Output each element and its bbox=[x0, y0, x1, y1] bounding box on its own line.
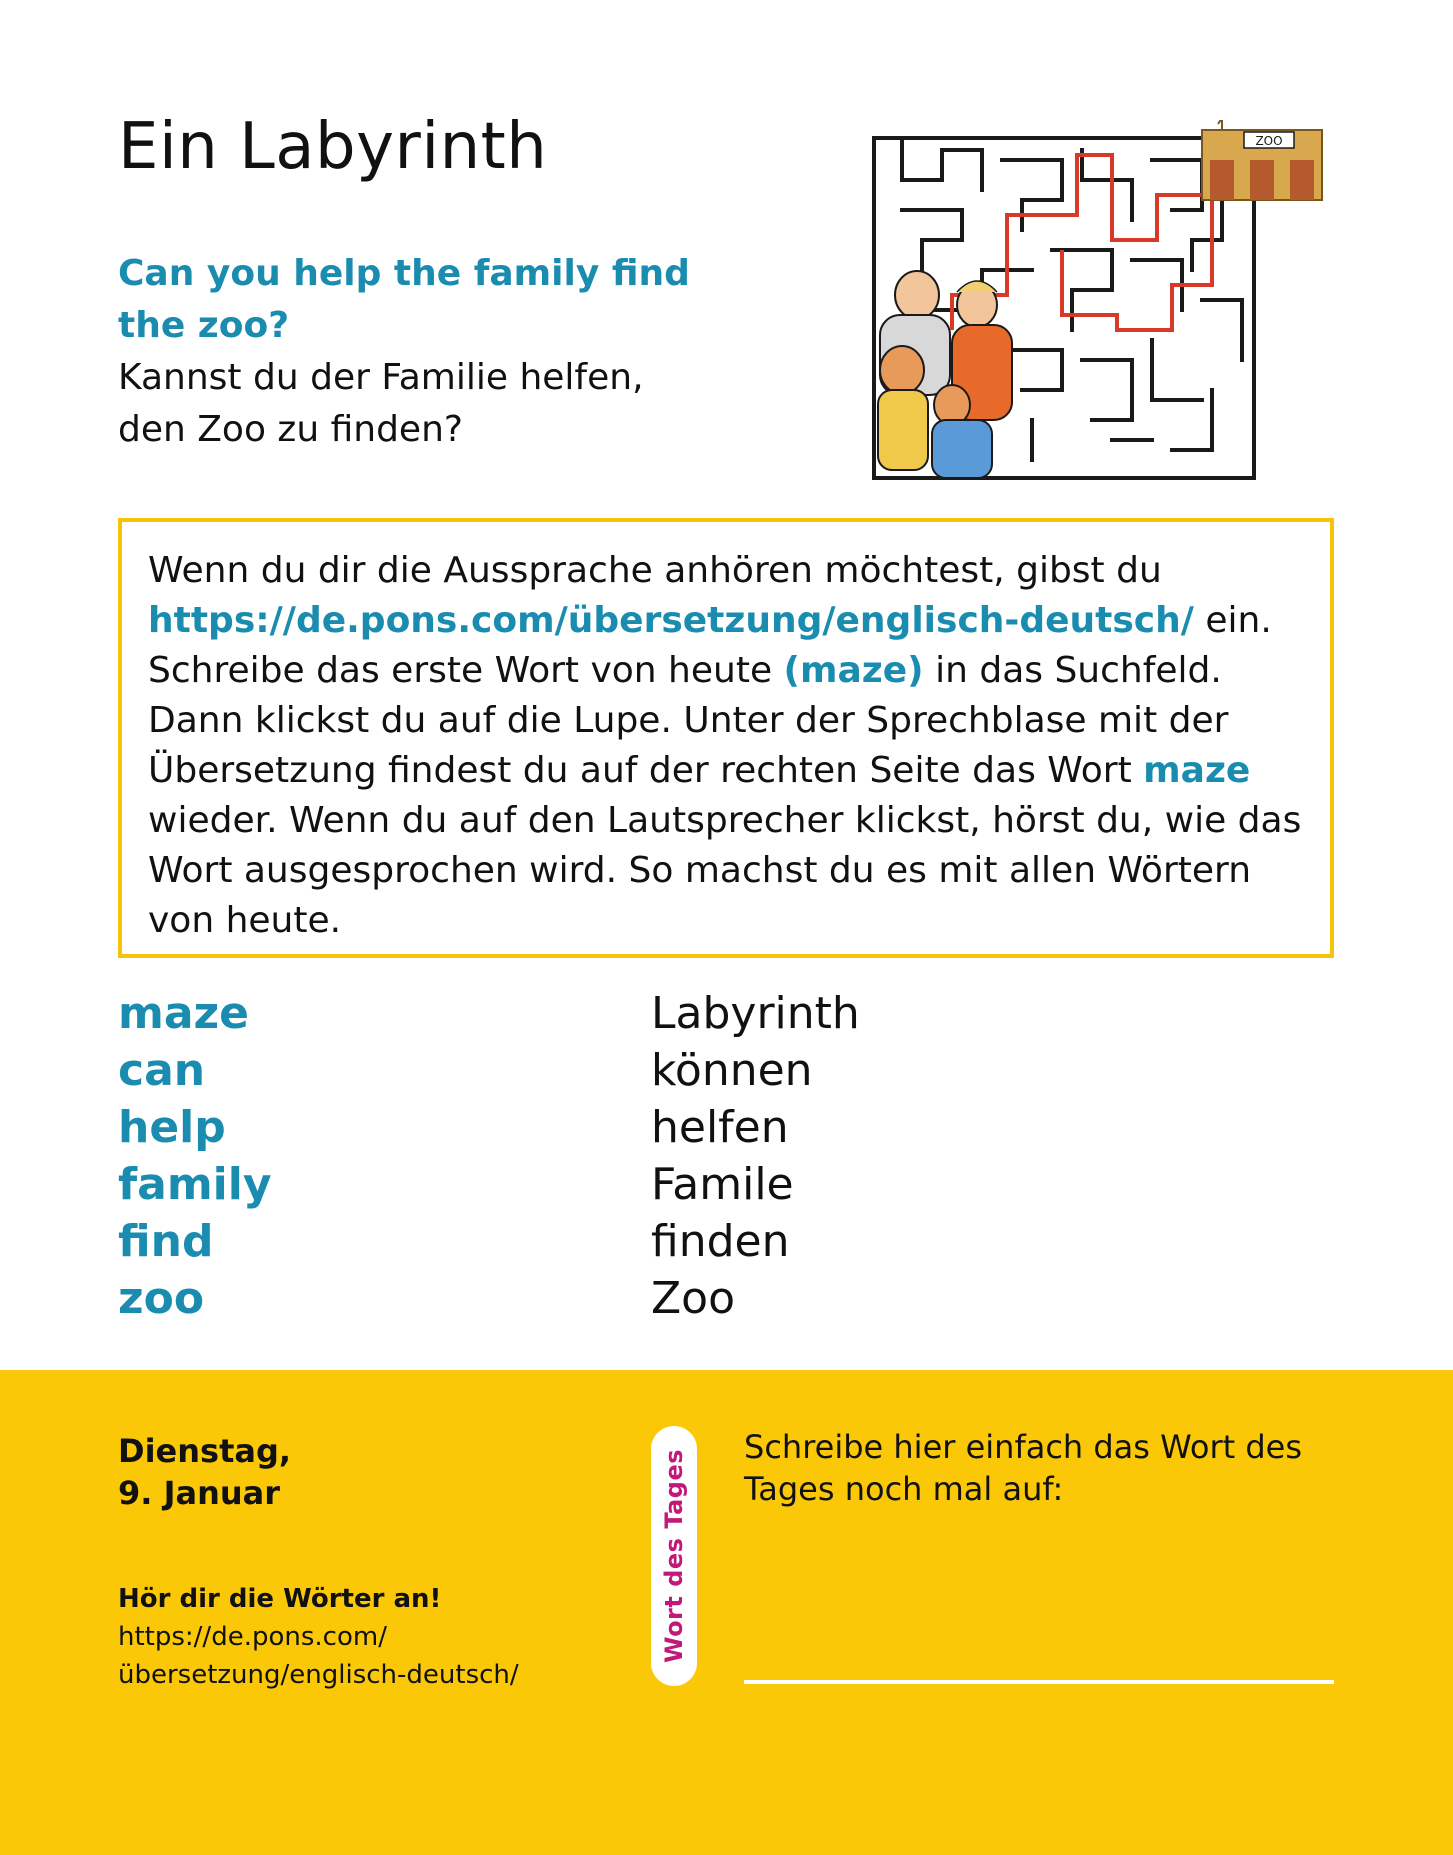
date-block bbox=[118, 1430, 291, 1514]
date-day: 9. Januar bbox=[118, 1474, 280, 1512]
question-de-line1: Kannst du der Familie helfen, bbox=[118, 357, 644, 398]
vocab-en: family bbox=[118, 1159, 272, 1210]
write-line[interactable] bbox=[744, 1680, 1334, 1684]
vocab-row bbox=[118, 1156, 1318, 1213]
zoo-sign-text: ZOO bbox=[1255, 134, 1283, 148]
word-of-day-badge-label: Wort des Tages bbox=[660, 1448, 688, 1664]
vocab-en: find bbox=[118, 1216, 214, 1267]
write-prompt: Schreibe hier einfach das Wort des Tages noch mal auf: bbox=[744, 1428, 1303, 1508]
vocab-en: maze bbox=[118, 988, 249, 1039]
vocab-row bbox=[118, 1099, 1318, 1156]
vocab-de: können bbox=[651, 1045, 813, 1096]
vocab-en: can bbox=[118, 1045, 206, 1096]
word-of-day-badge bbox=[651, 1426, 697, 1686]
listen-heading: Hör dir die Wörter an! bbox=[118, 1584, 442, 1614]
highlight-word-paren: (maze) bbox=[783, 650, 924, 691]
info-text-2: ein. bbox=[1193, 600, 1272, 641]
date-weekday: Dienstag, bbox=[118, 1432, 292, 1470]
maze-illustration bbox=[872, 120, 1332, 480]
vocab-en: help bbox=[118, 1102, 226, 1153]
vocab-en: zoo bbox=[118, 1273, 205, 1324]
info-text-3: Schreibe das erste Wort von heute bbox=[148, 650, 784, 691]
question-de-line2: den Zoo zu finden? bbox=[118, 409, 463, 450]
instruction-box bbox=[118, 518, 1334, 958]
question-block bbox=[118, 248, 738, 456]
question-en-line2: the zoo? bbox=[118, 305, 290, 346]
footer-panel bbox=[0, 1370, 1453, 1855]
info-text-5: wieder. Wenn du auf den Lautsprecher klickst, hörst du, wie das Wort ausgesprochen wird. So machst du es mit allen Wörtern von heute. bbox=[148, 800, 1302, 941]
vocab-row bbox=[118, 1213, 1318, 1270]
pons-link[interactable]: https://de.pons.com/übersetzung/englisch-deutsch/ bbox=[148, 600, 1194, 641]
vocab-de: Famile bbox=[651, 1159, 794, 1210]
page-title: Ein Labyrinth bbox=[118, 110, 548, 184]
vocab-row bbox=[118, 985, 1318, 1042]
vocab-row bbox=[118, 1270, 1318, 1327]
vocab-de: finden bbox=[651, 1216, 790, 1267]
vocab-row bbox=[118, 1042, 1318, 1099]
info-text-4: in das Suchfeld. Dann klickst du auf die Lupe. Unter der Sprechblase mit der Übersetzung findest du auf der rechten Seite das Wort bbox=[148, 650, 1229, 791]
info-text-1: Wenn du dir die Aussprache anhören möchtest, gibst du bbox=[148, 550, 1162, 591]
listen-url-line2[interactable]: übersetzung/englisch-deutsch/ bbox=[118, 1660, 519, 1690]
vocab-de: helfen bbox=[651, 1102, 789, 1153]
question-en-line1: Can you help the family find bbox=[118, 253, 690, 294]
vocab-de: Labyrinth bbox=[651, 988, 860, 1039]
zoo-building bbox=[1202, 120, 1322, 200]
listen-block bbox=[118, 1580, 519, 1694]
listen-url-line1[interactable]: https://de.pons.com/ bbox=[118, 1622, 387, 1652]
vocabulary-list bbox=[118, 985, 1318, 1327]
vocab-de: Zoo bbox=[651, 1273, 735, 1324]
highlight-word: maze bbox=[1143, 750, 1251, 791]
